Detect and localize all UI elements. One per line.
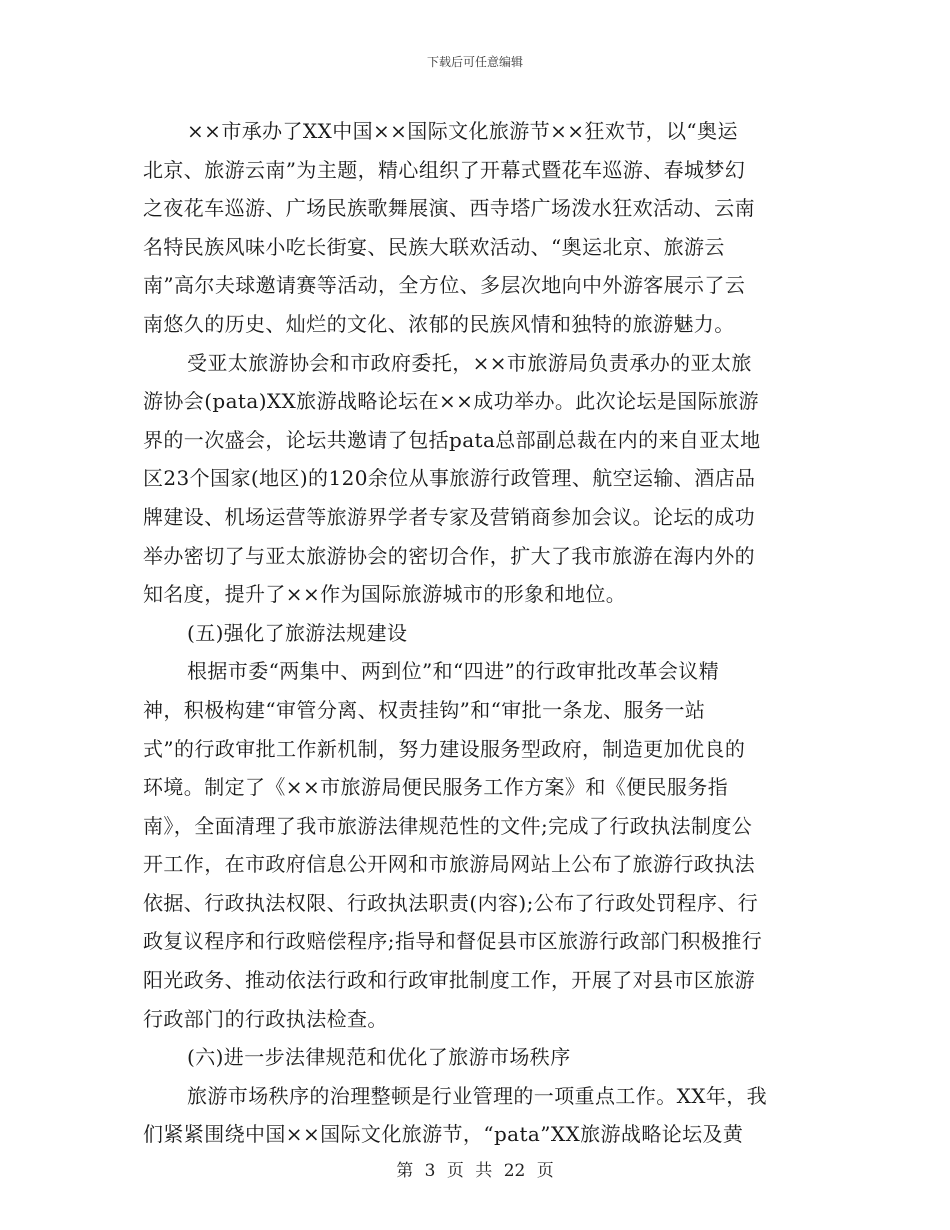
section-heading (143, 1038, 808, 1077)
text-line: 之夜花车巡游、广场民族歌舞展演、西寺塔广场泼水狂欢活动、云南 (143, 196, 755, 221)
text-line: 南》，全面清理了我市旅游法律规范性的文件;完成了行政执法制度公 (143, 813, 753, 838)
text-line: 政复议程序和行政赔偿程序;指导和督促县市区旅游行政部门积极推行 (143, 929, 763, 954)
text-line: 牌建设、机场运营等旅游界学者专家及营销商参加会议。论坛的成功 (143, 504, 755, 529)
text-line: 界的一次盛会，论坛共邀请了包括pata总部副总裁在内的来自亚太地 (143, 427, 761, 452)
text-line: 北京、旅游云南”为主题，精心组织了开幕式暨花车巡游、春城梦幻 (143, 157, 746, 182)
page-header: 下载后可任意编辑 (426, 55, 523, 69)
document-body (143, 112, 808, 1154)
page-footer: 第 3 页 共 22 页 (396, 1161, 554, 1181)
text-line: 知名度，提升了××作为国际旅游城市的形象和地位。 (143, 582, 627, 607)
text-line: 依据、行政执法权限、行政执法职责(内容);公布了行政处罚程序、行 (143, 890, 759, 915)
text-line: 南悠久的历史、灿烂的文化、浓郁的民族风情和独特的旅游魅力。 (143, 311, 735, 336)
text-line: 开工作，在市政府信息公开网和市旅游局网站上公布了旅游行政执法 (143, 852, 755, 877)
text-line: 受亚太旅游协会和市政府委托，××市旅游局负责承办的亚太旅 (187, 350, 752, 375)
text-line: 根据市委“两集中、两到位”和“四进”的行政审批改革会议精 (187, 659, 720, 684)
text-line: 名特民族风味小吃长街宴、民族大联欢活动、“奥运北京、旅游云 (143, 234, 725, 259)
text-line: 神，积极构建“审管分离、权责挂钩”和“审批一条龙、服务一站 (143, 697, 706, 722)
text-line: 南”高尔夫球邀请赛等活动，全方位、多层次地向中外游客展示了云 (143, 273, 746, 298)
section-heading (143, 614, 808, 653)
paragraph (143, 652, 808, 1038)
text-line: 环境。制定了《××市旅游局便民服务工作方案》和《便民服务指 (143, 775, 729, 800)
text-line: 行政部门的行政执法检查。 (143, 1006, 388, 1031)
text-line: 式”的行政审批工作新机制，努力建设服务型政府，制造更加优良的 (143, 736, 746, 761)
text-line: ××市承办了XX中国××国际文化旅游节××狂欢节，以“奥运 (187, 119, 738, 143)
paragraph (143, 112, 808, 344)
heading-text: (五)强化了旅游法规建设 (187, 620, 408, 645)
paragraph (143, 1077, 808, 1154)
paragraph (143, 344, 808, 614)
text-line: 举办密切了与亚太旅游协会的密切合作，扩大了我市旅游在海内外的 (143, 543, 755, 568)
text-line: 们紧紧围绕中国××国际文化旅游节，“pata”XX旅游战略论坛及黄 (143, 1122, 744, 1147)
heading-text: (六)进一步法律规范和优化了旅游市场秩序 (187, 1045, 571, 1070)
text-line: 阳光政务、推动依法行政和行政审批制度工作，开展了对县市区旅游 (143, 968, 755, 993)
text-line: 区23个国家(地区)的120余位从事旅游行政管理、航空运输、酒店品 (143, 466, 756, 491)
text-line: 游协会(pata)XX旅游战略论坛在××成功举办。此次论坛是国际旅游 (143, 389, 759, 414)
text-line: 旅游市场秩序的治理整顿是行业管理的一项重点工作。XX年，我 (187, 1083, 768, 1108)
